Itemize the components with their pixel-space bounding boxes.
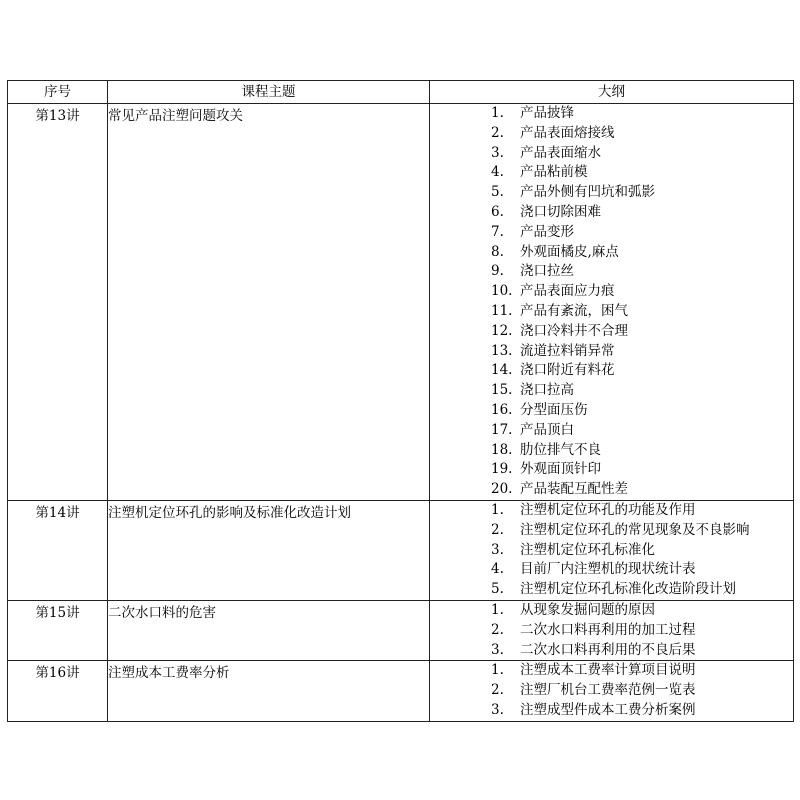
outline-item [430, 302, 793, 322]
outline-item [430, 560, 793, 580]
outline-item-number: 19. [491, 461, 513, 478]
outline-item [430, 223, 793, 243]
outline-item [430, 521, 793, 541]
outline-item-number: 2. [491, 682, 504, 699]
course-topic: 注塑成本工费率分析 [108, 661, 430, 721]
outline-item-text: 注塑机定位环孔的常见现象及不良影响 [520, 521, 750, 538]
outline-item-number: 11. [491, 302, 513, 319]
outline-item [430, 183, 793, 203]
outline-item [430, 361, 793, 381]
outline-item-text: 从现象发掘问题的原因 [520, 601, 655, 618]
outline-item-text: 流道拉料销异常 [520, 342, 615, 359]
table-row [8, 104, 794, 501]
outline-item-number: 20. [491, 481, 513, 498]
outline-item [430, 681, 793, 701]
outline-list [430, 601, 793, 660]
outline-item-number: 2. [491, 521, 504, 538]
outline-item-text: 注塑机定位环孔标准化改造阶段计划 [520, 581, 736, 598]
outline-item-number: 14. [491, 362, 513, 379]
outline-item-number: 7. [491, 223, 504, 240]
outline-item-text: 产品表面缩水 [520, 144, 601, 161]
outline-item [430, 144, 793, 164]
outline-item-number: 8. [491, 243, 504, 260]
outline-item-number: 2. [491, 621, 504, 638]
outline-item-number: 6. [491, 203, 504, 220]
outline-item-number: 16. [491, 401, 513, 418]
outline-item [430, 243, 793, 263]
outline-item-text: 外观面顶针印 [520, 461, 601, 478]
outline-item [430, 421, 793, 441]
outline-item [430, 580, 793, 600]
outline-item-number: 1. [491, 601, 504, 618]
outline-list [430, 501, 793, 600]
outline-item-text: 产品有紊流，困气 [520, 302, 628, 319]
outline-item-number: 1. [491, 501, 504, 518]
outline-item [430, 342, 793, 362]
outline-item-text: 产品顶白 [520, 421, 574, 438]
outline-item [430, 262, 793, 282]
outline-item-number: 15. [491, 382, 513, 399]
outline-item-text: 肋位排气不良 [520, 441, 601, 458]
outline-cell [430, 661, 794, 721]
header-no: 序号 [8, 81, 108, 104]
outline-item [430, 401, 793, 421]
outline-item-number: 5. [491, 184, 504, 201]
outline-item [430, 203, 793, 223]
course-topic: 常见产品注塑问题攻关 [108, 104, 430, 501]
outline-item-text: 产品外侧有凹坑和弧影 [520, 184, 655, 201]
course-topic: 注塑机定位环孔的影响及标准化改造计划 [108, 500, 430, 600]
outline-item-text: 外观面橘皮,麻点 [520, 243, 619, 260]
outline-item-text: 二次水口料再利用的不良后果 [520, 641, 696, 658]
outline-item [430, 621, 793, 641]
lecture-number: 第15讲 [8, 600, 108, 660]
lecture-number: 第16讲 [8, 661, 108, 721]
outline-item [430, 381, 793, 401]
outline-item [430, 124, 793, 144]
outline-cell [430, 104, 794, 501]
outline-item-text: 注塑机定位环孔的功能及作用 [520, 501, 696, 518]
outline-item-text: 浇口附近有料花 [520, 362, 615, 379]
outline-item [430, 163, 793, 183]
lecture-number: 第13讲 [8, 104, 108, 501]
outline-item-text: 注塑机定位环孔标准化 [520, 541, 655, 558]
header-topic: 课程主题 [108, 81, 430, 104]
outline-item-text: 浇口切除困难 [520, 203, 601, 220]
outline-item [430, 601, 793, 621]
outline-item-text: 浇口拉丝 [520, 263, 574, 280]
outline-item-number: 3. [491, 641, 504, 658]
course-topic: 二次水口料的危害 [108, 600, 430, 660]
header-outline: 大纲 [430, 81, 794, 104]
outline-cell [430, 600, 794, 660]
outline-item-number: 3. [491, 701, 504, 718]
outline-item-number: 13. [491, 342, 513, 359]
outline-item [430, 282, 793, 302]
table-row [8, 500, 794, 600]
outline-item-number: 4. [491, 561, 504, 578]
outline-item [430, 441, 793, 461]
outline-item-text: 目前厂内注塑机的现状统计表 [520, 561, 696, 578]
outline-item [430, 501, 793, 521]
outline-item-text: 产品表面应力痕 [520, 283, 615, 300]
outline-item-number: 2. [491, 124, 504, 141]
outline-item [430, 480, 793, 500]
outline-item-text: 产品粘前模 [520, 164, 588, 181]
outline-item-number: 3. [491, 541, 504, 558]
outline-item-number: 17. [491, 421, 513, 438]
outline-item-text: 分型面压伤 [520, 401, 588, 418]
outline-item-number: 5. [491, 581, 504, 598]
outline-item [430, 641, 793, 661]
outline-item [430, 701, 793, 721]
outline-item-number: 4. [491, 164, 504, 181]
lecture-number: 第14讲 [8, 500, 108, 600]
table-row [8, 600, 794, 660]
outline-item-text: 浇口拉高 [520, 382, 574, 399]
course-table [7, 80, 794, 722]
outline-list [430, 104, 793, 500]
outline-item-number: 10. [491, 283, 513, 300]
outline-item [430, 541, 793, 561]
outline-item-text: 二次水口料再利用的加工过程 [520, 621, 696, 638]
outline-item-text: 注塑成型件成本工费分析案例 [520, 701, 696, 718]
outline-item-number: 1. [491, 662, 504, 679]
table-row [8, 661, 794, 721]
outline-item-text: 产品披锋 [520, 105, 574, 121]
header-row [8, 81, 794, 104]
outline-item-number: 18. [491, 441, 513, 458]
outline-item-number: 3. [491, 144, 504, 161]
outline-item-number: 9. [491, 263, 504, 280]
outline-cell [430, 500, 794, 600]
outline-item-number: 12. [491, 322, 513, 339]
outline-item-text: 产品变形 [520, 223, 574, 240]
outline-item [430, 104, 793, 124]
outline-item [430, 661, 793, 681]
outline-item-text: 注塑厂机台工费率范例一览表 [520, 682, 696, 699]
outline-item-text: 产品装配互配性差 [520, 481, 628, 498]
outline-item-text: 浇口冷料井不合理 [520, 322, 628, 339]
outline-item-number: 1. [491, 105, 504, 121]
outline-item-text: 注塑成本工费率计算项目说明 [520, 662, 696, 679]
outline-list [430, 661, 793, 720]
outline-item [430, 322, 793, 342]
outline-item-text: 产品表面熔接线 [520, 124, 615, 141]
outline-item [430, 460, 793, 480]
